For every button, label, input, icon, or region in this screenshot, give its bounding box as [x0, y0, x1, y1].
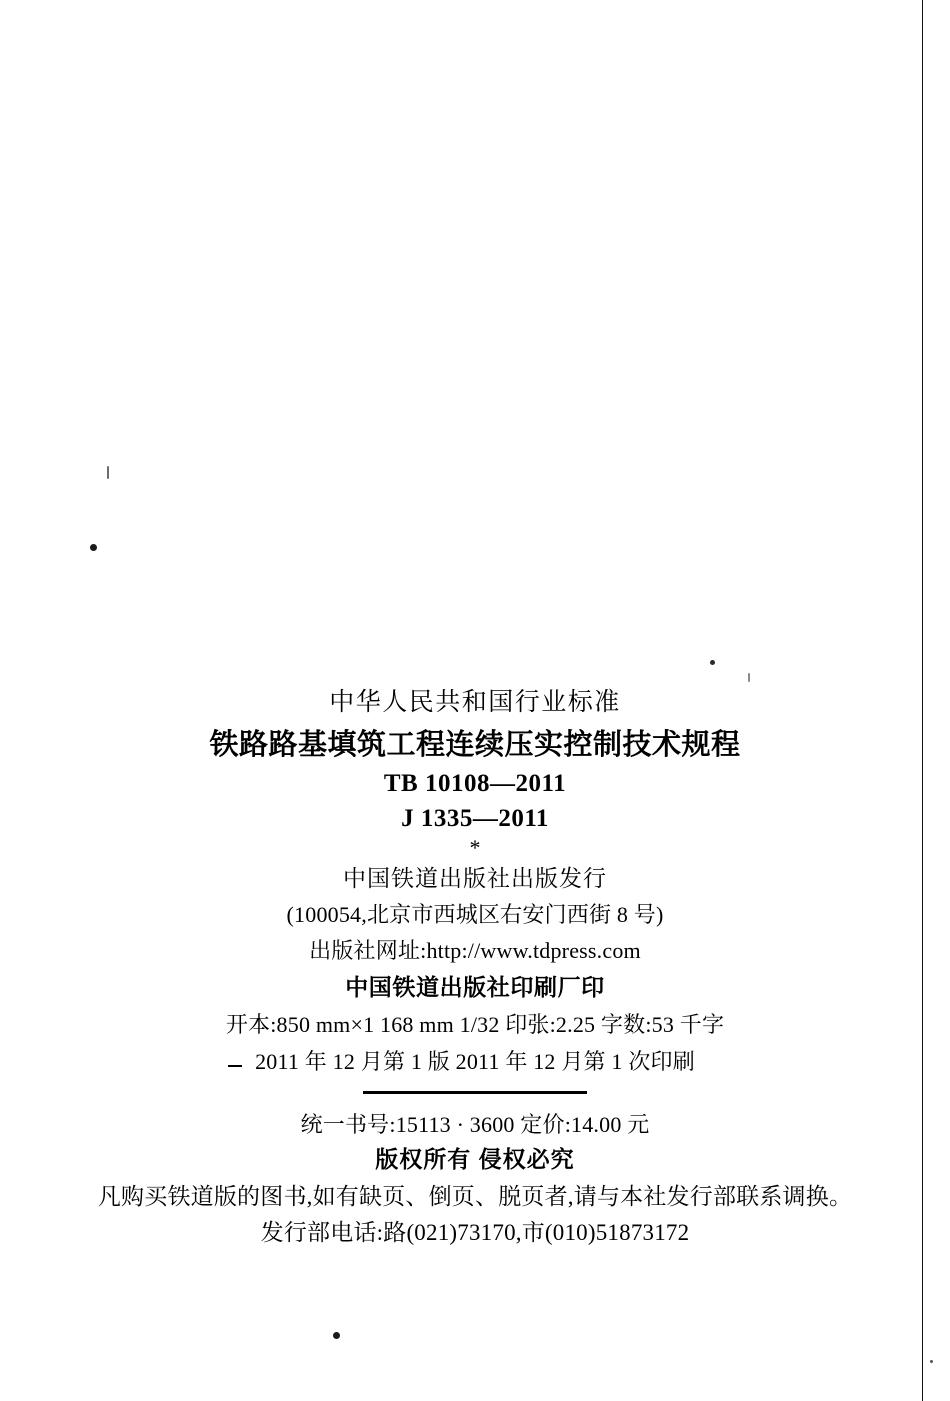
scan-speck	[748, 673, 750, 682]
standard-code-secondary: J 1335—2011	[401, 805, 549, 832]
edition-info: 2011 年 12 月第 1 版 2011 年 12 月第 1 次印刷	[255, 1049, 695, 1074]
publisher-name: 中国铁道出版社出版发行	[343, 866, 607, 891]
horizontal-divider	[363, 1091, 587, 1094]
standard-series-label: 中华人民共和国行业标准	[329, 689, 621, 716]
colophon-block	[0, 690, 950, 1244]
distribution-phone: 发行部电话:路(021)73170,市(010)51873172	[260, 1220, 690, 1245]
scan-speck	[710, 660, 715, 665]
copyright-statement: 版权所有 侵权必究	[375, 1146, 575, 1172]
exchange-notice: 凡购买铁道版的图书,如有缺页、倒页、脱页者,请与本社发行部联系调换。	[97, 1184, 853, 1209]
publisher-website: 出版社网址:http://www.tdpress.com	[309, 938, 641, 963]
page-title: 铁路路基填筑工程连续压实控制技术规程	[209, 729, 741, 761]
book-format-specs: 开本:850 mm×1 168 mm 1/32 印张:2.25 字数:53 千字	[225, 1012, 725, 1037]
isbn-and-price: 统一书号:15113 · 3600 定价:14.00 元	[300, 1112, 650, 1137]
edition-line-wrapper	[0, 1051, 950, 1073]
publisher-address: (100054,北京市西城区右安门西街 8 号)	[286, 902, 664, 927]
scan-dash-mark	[228, 1065, 242, 1067]
scan-speck	[930, 1360, 933, 1363]
printer-name: 中国铁道出版社印刷厂印	[345, 974, 605, 1000]
scan-speck	[333, 1332, 340, 1339]
scan-speck	[107, 466, 109, 479]
scan-speck	[90, 544, 97, 551]
standard-code-primary: TB 10108—2011	[383, 770, 567, 797]
asterisk-separator: *	[469, 835, 481, 860]
